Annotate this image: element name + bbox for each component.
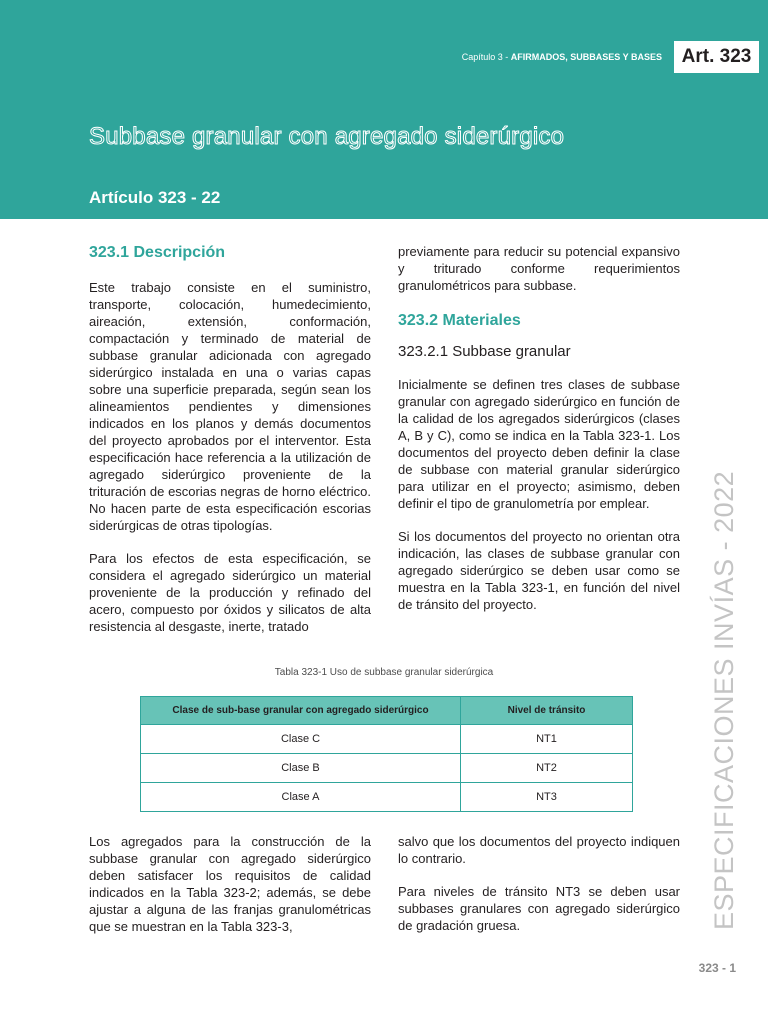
table-caption: Tabla 323-1 Uso de subbase granular siderúrgica — [274, 667, 494, 678]
table-cell: Clase A — [141, 783, 461, 812]
section-heading-description: 323.1 Descripción — [89, 244, 226, 261]
paragraph: Para los efectos de esta especificación, se considera el agregado siderúrgico un material proveniente de la producción y refinado del acero, compuesto por óxidos y silicatos de alta resistencia al desgaste, inerte, tratado — [89, 551, 371, 634]
paragraph: previamente para reducir su potencial expansivo y triturado conforme requerimientos granulométricos para subbase. — [398, 244, 680, 293]
column-header: Clase de sub-base granular con agregado siderúrgico — [141, 697, 461, 725]
sidebar-label: ESPECIFICACIONES INVÍAS - 2022 — [709, 470, 739, 930]
page-number: 323 - 1 — [698, 961, 736, 975]
chapter-label — [462, 52, 662, 62]
table-cell: NT2 — [461, 754, 633, 783]
paragraph: Si los documentos del proyecto no orientan otra indicación, las clases de subbase granular con agregado siderúrgico se deben usar como se muestra en la Tabla 323-1, en función del nivel de tránsito del proyecto. — [398, 529, 680, 612]
paragraph: salvo que los documentos del proyecto indiquen lo contrario. — [398, 834, 680, 866]
paragraph: Inicialmente se definen tres clases de subbase granular con agregado siderúrgico en función de la calidad de los agregados siderúrgicos (clases A, B y C), como se indica en la Tabla 323-1. Los documentos del proyecto deben definir la clase de subbase con material granular siderúrgico para utilizar en el proyecto; asimismo, deben definir el tipo de granulometría por emplear. — [398, 377, 680, 511]
chapter-prefix: Capítulo 3 - — [461, 52, 511, 62]
table-row — [141, 754, 633, 783]
table-header-row — [141, 697, 633, 725]
header-band — [0, 0, 768, 219]
bottom-left-column — [89, 833, 371, 935]
table-row — [141, 783, 633, 812]
page-title: Subbase granular con agregado siderúrgico — [89, 123, 565, 150]
bottom-right-column — [398, 833, 680, 934]
subsection-heading: 323.2.1 Subbase granular — [398, 343, 571, 360]
paragraph: Los agregados para la construcción de la subbase granular con agregado siderúrgico deben satisfacer los requisitos de calidad indicados en la Tabla 323-2; además, se debe ajustar a alguna de las franjas granulométricas que se muestran en la Tabla 323-3, — [89, 834, 371, 934]
table-cell: NT1 — [461, 725, 633, 754]
table-row — [141, 725, 633, 754]
table-cell: NT3 — [461, 783, 633, 812]
section-heading-materials: 323.2 Materiales — [398, 312, 521, 329]
usage-table — [140, 696, 633, 812]
article-number: Artículo 323 - 22 — [89, 188, 221, 207]
paragraph: Este trabajo consiste en el suministro, transporte, colocación, humedecimiento, aireación, extensión, conformación, compactación y terminado de material de subbase granular adicionada con agregado siderúrgico instalada en una o varias capas sobre una superficie preparada, según sean los alineamientos pendientes y dimensiones indicados en los planos y demás documentos del proyecto aprobados por el interventor. Esta especificación hace referencia a la utilización de agregado siderúrgico proveniente de la trituración de escorias negras de horno eléctrico. No hacen parte de esta especificación escorias siderúrgicas de otras tipologías. — [89, 280, 371, 533]
article-badge: Art. 323 — [674, 41, 759, 73]
paragraph: Para niveles de tránsito NT3 se deben usar subbases granulares con agregado siderúrgico de gradación gruesa. — [398, 884, 680, 933]
chapter-title: AFIRMADOS, SUBBASES Y BASES — [510, 52, 662, 62]
table-cell: Clase B — [141, 754, 461, 783]
left-column — [89, 244, 371, 635]
right-column — [398, 243, 680, 613]
table-cell: Clase C — [141, 725, 461, 754]
column-header: Nivel de tránsito — [461, 697, 633, 725]
